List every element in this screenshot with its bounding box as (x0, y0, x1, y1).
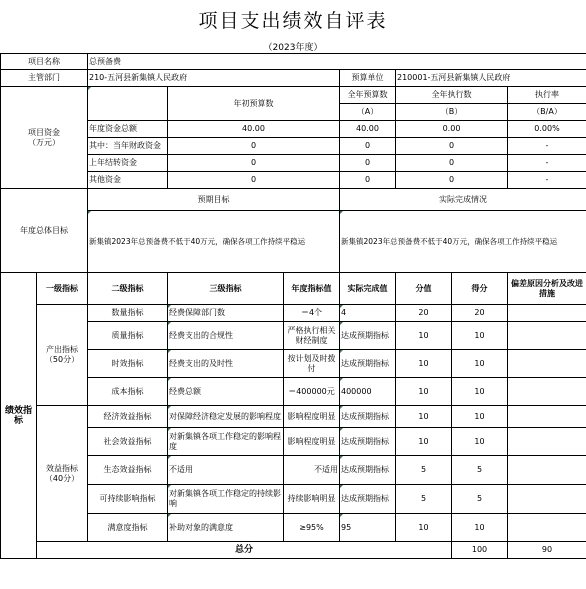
perf-row (1, 514, 586, 542)
perf-weight: 20 (396, 305, 452, 322)
goal-label: 年度总体目标 (1, 189, 88, 273)
perf-actual: 4 (340, 305, 396, 322)
perf-actual: 达成预期指标 (340, 456, 396, 485)
perf-weight: 5 (396, 485, 452, 514)
unit-label: 预算单位 (340, 70, 396, 87)
perf-l2: 社会效益指标 (88, 428, 168, 456)
funds-row-rate: - (508, 138, 586, 155)
perf-score: 10 (452, 406, 508, 428)
perf-l3: 经费保障部门数 (168, 305, 284, 322)
project-name-value: 总预备费 (88, 54, 586, 70)
funds-row-rate: - (508, 172, 586, 189)
perf-target: 影响程度明显 (284, 406, 340, 428)
perf-l2: 成本指标 (88, 378, 168, 406)
perf-l3: 补助对象的满意度 (168, 514, 284, 542)
perf-score: 5 (452, 456, 508, 485)
perf-row (1, 378, 586, 406)
funds-row-exec: 0 (396, 172, 508, 189)
perf-l3: 对新集镇各项工作稳定的持续影响 (168, 485, 284, 514)
funds-row-exec: 0.00 (396, 121, 508, 138)
unit-value: 210001-五河县新集镇人民政府 (396, 70, 586, 87)
dept-value: 210-五河县新集镇人民政府 (88, 70, 340, 87)
perf-row (1, 485, 586, 514)
header-rate-sub: （B/A） (508, 104, 586, 121)
perf-label: 绩效指标 (1, 273, 37, 559)
dept-label: 主管部门 (1, 70, 88, 87)
perf-row (1, 428, 586, 456)
funds-header-blank (88, 87, 168, 121)
header-annual: 全年预算数 (340, 87, 396, 104)
perf-header-weight: 分值 (396, 273, 452, 305)
perf-l2: 可持续影响指标 (88, 485, 168, 514)
perf-weight: 10 (396, 428, 452, 456)
perf-row (1, 350, 586, 378)
perf-target: ＝400000元 (284, 378, 340, 406)
funds-row (1, 155, 586, 172)
perf-l2: 质量指标 (88, 322, 168, 350)
funds-row-initial: 0 (168, 138, 340, 155)
perf-score: 10 (452, 350, 508, 378)
funds-row-rate: 0.00% (508, 121, 586, 138)
perf-l3: 不适用 (168, 456, 284, 485)
total-score: 90 (508, 542, 586, 559)
goal-actual-header: 实际完成情况 (340, 189, 586, 211)
header-exec-sub: （B） (396, 104, 508, 121)
perf-reason (508, 485, 586, 514)
project-name-row (1, 54, 586, 70)
perf-header-actual: 实际完成值 (340, 273, 396, 305)
perf-row (1, 305, 586, 322)
funds-row-annual: 0 (340, 138, 396, 155)
header-annual-sub: （A） (340, 104, 396, 121)
funds-row-exec: 0 (396, 138, 508, 155)
perf-actual: 达成预期指标 (340, 406, 396, 428)
funds-row-rate: - (508, 155, 586, 172)
funds-row-label: 年度资金总额 (88, 121, 168, 138)
perf-actual: 达成预期指标 (340, 322, 396, 350)
total-weight: 100 (452, 542, 508, 559)
perf-score: 10 (452, 378, 508, 406)
funds-row-label: 其中：当年财政资金 (88, 138, 168, 155)
perf-weight: 10 (396, 350, 452, 378)
perf-weight: 5 (396, 456, 452, 485)
perf-header-target: 年度指标值 (284, 273, 340, 305)
perf-weight: 10 (396, 406, 452, 428)
perf-reason (508, 428, 586, 456)
perf-row (1, 406, 586, 428)
year-label: （2023年度） (263, 43, 323, 53)
perf-row (1, 322, 586, 350)
perf-l2: 满意度指标 (88, 514, 168, 542)
funds-row-annual: 40.00 (340, 121, 396, 138)
perf-actual: 达成预期指标 (340, 485, 396, 514)
funds-label: 项目资金 （万元） (1, 87, 88, 189)
perf-score: 10 (452, 322, 508, 350)
perf-l3: 对新集镇各项工作稳定的影响程度 (168, 428, 284, 456)
perf-reason (508, 406, 586, 428)
perf-reason (508, 322, 586, 350)
header-rate: 执行率 (508, 87, 586, 104)
evaluation-table (0, 53, 586, 559)
funds-row-label: 其他资金 (88, 172, 168, 189)
perf-row (1, 456, 586, 485)
perf-l2: 生态效益指标 (88, 456, 168, 485)
perf-actual: 400000 (340, 378, 396, 406)
perf-reason (508, 305, 586, 322)
perf-target: 按计划及时拨付 (284, 350, 340, 378)
total-label: 总分 (37, 542, 452, 559)
project-name-label: 项目名称 (1, 54, 88, 70)
perf-weight: 10 (396, 514, 452, 542)
perf-header-l1: 一级指标 (37, 273, 88, 305)
perf-reason (508, 378, 586, 406)
perf-header-score: 得分 (452, 273, 508, 305)
perf-reason (508, 514, 586, 542)
perf-reason (508, 456, 586, 485)
dept-row (1, 70, 586, 87)
perf-header-reason: 偏差原因分析及改进措施 (508, 273, 586, 305)
perf-actual: 达成预期指标 (340, 428, 396, 456)
perf-weight: 10 (396, 322, 452, 350)
funds-header-row-1 (1, 87, 586, 104)
funds-row (1, 138, 586, 155)
funds-row-annual: 0 (340, 172, 396, 189)
perf-l2: 经济效益指标 (88, 406, 168, 428)
perf-target: ＝4个 (284, 305, 340, 322)
goal-expected-header: 预期目标 (88, 189, 340, 211)
perf-l2: 数量指标 (88, 305, 168, 322)
perf-score: 10 (452, 428, 508, 456)
goal-header-row (1, 189, 586, 211)
page-title: 项目支出绩效自评表 (198, 10, 388, 32)
funds-row-label: 上年结转资金 (88, 155, 168, 172)
perf-target: 严格执行相关财经制度 (284, 322, 340, 350)
perf-score: 10 (452, 514, 508, 542)
header-exec: 全年执行数 (396, 87, 508, 104)
perf-target: 影响程度明显 (284, 428, 340, 456)
funds-row-exec: 0 (396, 155, 508, 172)
funds-row (1, 121, 586, 138)
perf-l3: 经费总额 (168, 378, 284, 406)
perf-actual: 95 (340, 514, 396, 542)
perf-output-label: 产出指标（50分） (37, 305, 88, 406)
perf-target: 持续影响明显 (284, 485, 340, 514)
perf-l2: 时效指标 (88, 350, 168, 378)
perf-benefit-label: 效益指标（40分） (37, 406, 88, 542)
perf-score: 20 (452, 305, 508, 322)
perf-actual: 达成预期指标 (340, 350, 396, 378)
goal-expected: 新集镇2023年总预备费不低于40万元，确保各项工作持续平稳运 (88, 211, 340, 273)
perf-target: ≥95% (284, 514, 340, 542)
perf-l3: 经费支出的及时性 (168, 350, 284, 378)
perf-score: 5 (452, 485, 508, 514)
perf-header-row (1, 273, 586, 305)
perf-header-l3: 三级指标 (168, 273, 284, 305)
perf-l3: 经费支出的合规性 (168, 322, 284, 350)
total-row (1, 542, 586, 559)
funds-row-annual: 0 (340, 155, 396, 172)
goal-content-row (1, 211, 586, 273)
perf-weight: 10 (396, 378, 452, 406)
perf-header-l2: 二级指标 (88, 273, 168, 305)
funds-row-initial: 40.00 (168, 121, 340, 138)
header-initial: 年初预算数 (168, 87, 340, 121)
perf-reason (508, 350, 586, 378)
goal-actual: 新集镇2023年总预备费不低于40万元，确保各项工作持续平稳运 (340, 211, 586, 273)
perf-target: 不适用 (284, 456, 340, 485)
funds-row-initial: 0 (168, 155, 340, 172)
funds-row (1, 172, 586, 189)
perf-l3: 对保障经济稳定发展的影响程度 (168, 406, 284, 428)
funds-row-initial: 0 (168, 172, 340, 189)
